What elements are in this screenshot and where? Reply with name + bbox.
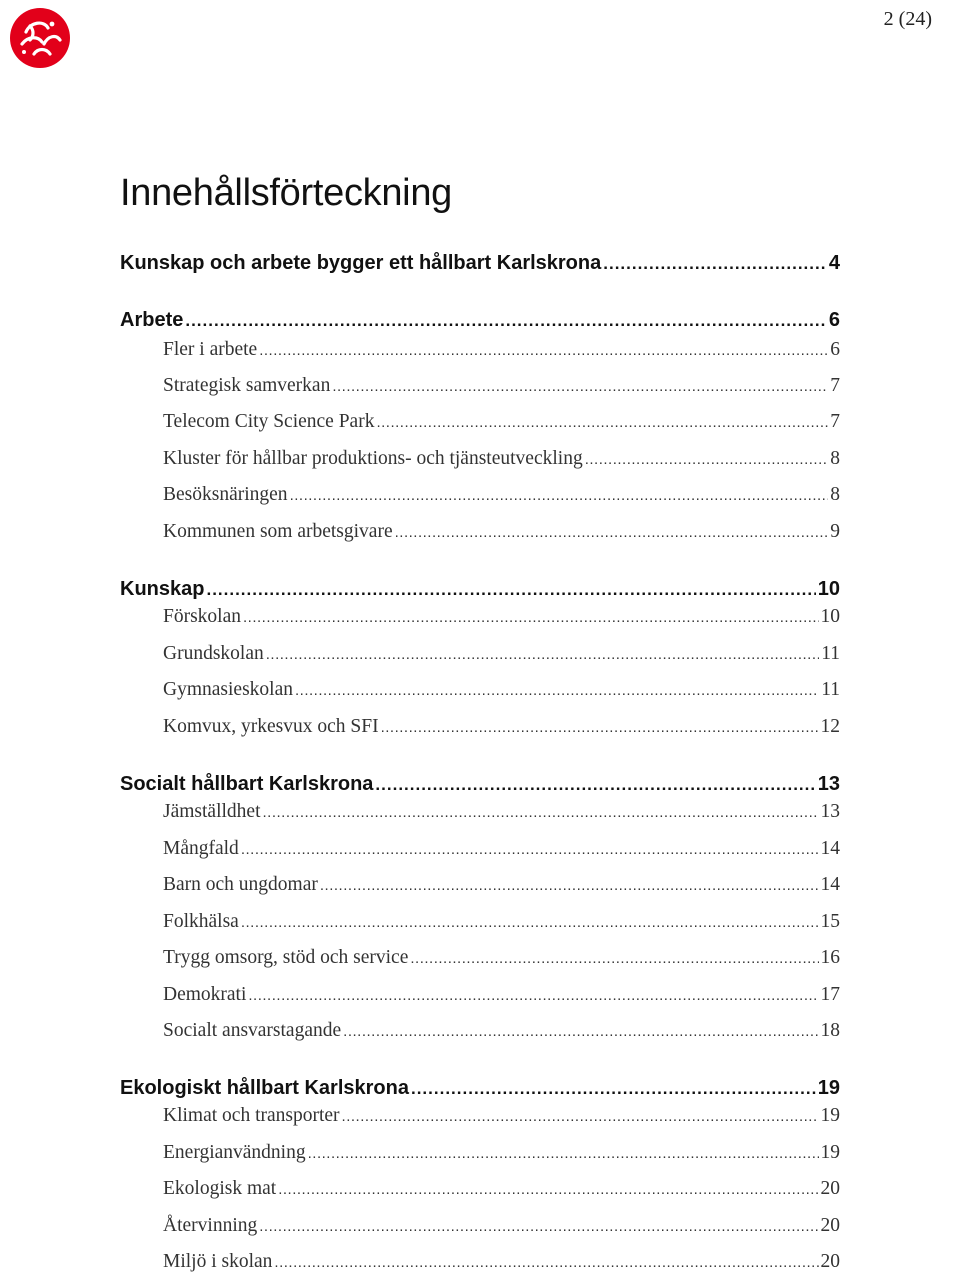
toc-entry-label: Demokrati: [163, 984, 247, 1005]
toc-dot-leader: [585, 451, 829, 469]
toc-entry-page-number: 14: [820, 838, 840, 859]
toc-entry-label: Socialt hållbart Karlskrona: [120, 773, 374, 795]
toc-entry-page-number: 17: [820, 984, 840, 1005]
toc-section-entry[interactable]: [120, 578, 840, 604]
toc-dot-leader: [320, 877, 819, 895]
toc-dot-leader: [290, 487, 829, 505]
toc-subsection-entry[interactable]: [163, 911, 840, 937]
toc-entry-label: Grundskolan: [163, 643, 264, 664]
toc-entry-page-number: 19: [820, 1105, 840, 1126]
toc-entry-page-number: 19: [817, 1077, 840, 1099]
toc-entry-label: Ekologiskt hållbart Karlskrona: [120, 1077, 409, 1099]
toc-subsection-entry[interactable]: [163, 484, 840, 510]
toc-section-entry[interactable]: [120, 773, 840, 799]
toc-dot-leader: [410, 950, 818, 968]
toc-entry-label: Socialt ansvarstagande: [163, 1020, 342, 1041]
toc-subsection-entry[interactable]: [163, 375, 840, 401]
toc-subsection-entry[interactable]: [163, 606, 840, 632]
toc-subsection-entry[interactable]: [163, 643, 840, 669]
toc-dot-leader: [343, 1023, 818, 1041]
toc-entry-label: Komvux, yrkesvux och SFI: [163, 716, 379, 737]
toc-entry-label: Trygg omsorg, stöd och service: [163, 947, 409, 968]
toc-subsection-entry[interactable]: [163, 1178, 840, 1204]
toc-entry-page-number: 9: [830, 521, 840, 542]
toc-entry-page-number: 7: [830, 411, 840, 432]
toc-dot-leader: [241, 841, 819, 859]
toc-entry-page-number: 10: [817, 578, 840, 600]
toc-entry-label: Kunskap och arbete bygger ett hållbart Karlskrona: [120, 252, 602, 274]
toc-subsection-entry[interactable]: [163, 947, 840, 973]
toc-entry-page-number: 12: [820, 716, 840, 737]
toc-entry-label: Klimat och transporter: [163, 1105, 340, 1126]
toc-dot-leader: [295, 682, 819, 700]
toc-entry-page-number: 10: [820, 606, 840, 627]
toc-section-entry[interactable]: [120, 309, 840, 335]
toc-entry-label: Folkhälsa: [163, 911, 239, 932]
toc-entry-label: Återvinning: [163, 1215, 258, 1236]
toc-entry-page-number: 6: [830, 339, 840, 360]
toc-entry-label: Förskolan: [163, 606, 241, 627]
toc-entry-label: Fler i arbete: [163, 339, 258, 360]
page-number: 2 (24): [883, 8, 932, 30]
toc-entry-label: Besöksnäringen: [163, 484, 288, 505]
toc-subsection-entry[interactable]: [163, 1105, 840, 1131]
toc-dot-leader: [241, 914, 819, 932]
toc-entry-page-number: 15: [820, 911, 840, 932]
toc-subsection-entry[interactable]: [163, 1215, 840, 1241]
toc-entry-page-number: 16: [820, 947, 840, 968]
toc-heading: Innehållsförteckning: [120, 172, 452, 214]
toc-subsection-entry[interactable]: [163, 339, 840, 365]
toc-dot-leader: [332, 378, 828, 396]
toc-dot-leader: [381, 719, 819, 737]
toc-entry-label: Miljö i skolan: [163, 1251, 273, 1272]
toc-dot-leader: [376, 414, 828, 432]
toc-entry-label: Energianvändning: [163, 1142, 306, 1163]
toc-entry-page-number: 18: [820, 1020, 840, 1041]
toc-dot-leader: [185, 311, 827, 331]
toc-entry-label: Telecom City Science Park: [163, 411, 375, 432]
toc-entry-label: Kommunen som arbetsgivare: [163, 521, 393, 542]
toc-entry-label: Gymnasieskolan: [163, 679, 293, 700]
toc-dot-leader: [266, 646, 819, 664]
toc-dot-leader: [308, 1145, 819, 1163]
toc-dot-leader: [259, 342, 828, 360]
toc-subsection-entry[interactable]: [163, 1142, 840, 1168]
toc-entry-label: Kunskap: [120, 578, 205, 600]
toc-subsection-entry[interactable]: [163, 838, 840, 864]
toc-subsection-entry[interactable]: [163, 874, 840, 900]
toc-entry-page-number: 19: [820, 1142, 840, 1163]
toc-entry-label: Ekologisk mat: [163, 1178, 277, 1199]
toc-entry-page-number: 7: [830, 375, 840, 396]
toc-dot-leader: [206, 580, 815, 600]
toc-dot-leader: [274, 1254, 818, 1272]
toc-subsection-entry[interactable]: [163, 801, 840, 827]
toc-dot-leader: [375, 775, 815, 795]
toc-subsection-entry[interactable]: [163, 1251, 840, 1277]
toc-subsection-entry[interactable]: [163, 448, 840, 474]
toc-entry-page-number: 13: [820, 801, 840, 822]
toc-subsection-entry[interactable]: [163, 716, 840, 742]
toc-entry-label: Jämställdhet: [163, 801, 261, 822]
toc-dot-leader: [342, 1108, 819, 1126]
toc-entry-page-number: 11: [821, 679, 840, 700]
toc-entry-page-number: 20: [820, 1178, 840, 1199]
toc-dot-leader: [603, 254, 827, 274]
toc-dot-leader: [243, 609, 819, 627]
toc-entry-page-number: 14: [820, 874, 840, 895]
toc-subsection-entry[interactable]: [163, 679, 840, 705]
toc-entry-label: Mångfald: [163, 838, 239, 859]
toc-section-entry[interactable]: [120, 252, 840, 278]
toc-section-entry[interactable]: [120, 1077, 840, 1103]
toc-entry-label: Kluster för hållbar produktions- och tjänsteutveckling: [163, 448, 583, 469]
toc-subsection-entry[interactable]: [163, 984, 840, 1010]
toc-subsection-entry[interactable]: [163, 521, 840, 547]
toc-entry-page-number: 20: [820, 1215, 840, 1236]
toc-entry-page-number: 13: [817, 773, 840, 795]
toc-entry-label: Arbete: [120, 309, 184, 331]
toc-entry-page-number: 8: [830, 448, 840, 469]
toc-entry-page-number: 6: [828, 309, 840, 331]
toc-dot-leader: [411, 1079, 816, 1099]
toc-entry-page-number: 20: [820, 1251, 840, 1272]
toc-entry-page-number: 8: [830, 484, 840, 505]
toc-dot-leader: [259, 1218, 818, 1236]
toc-entry-label: Barn och ungdomar: [163, 874, 318, 895]
toc-subsection-entry[interactable]: [163, 411, 840, 437]
toc-entry-page-number: 11: [821, 643, 840, 664]
toc-entry-label: Strategisk samverkan: [163, 375, 331, 396]
toc-entry-page-number: 4: [828, 252, 840, 274]
toc-dot-leader: [248, 987, 818, 1005]
toc-dot-leader: [262, 804, 818, 822]
toc-subsection-entry[interactable]: [163, 1020, 840, 1046]
toc-dot-leader: [395, 524, 829, 542]
toc-dot-leader: [278, 1181, 818, 1199]
